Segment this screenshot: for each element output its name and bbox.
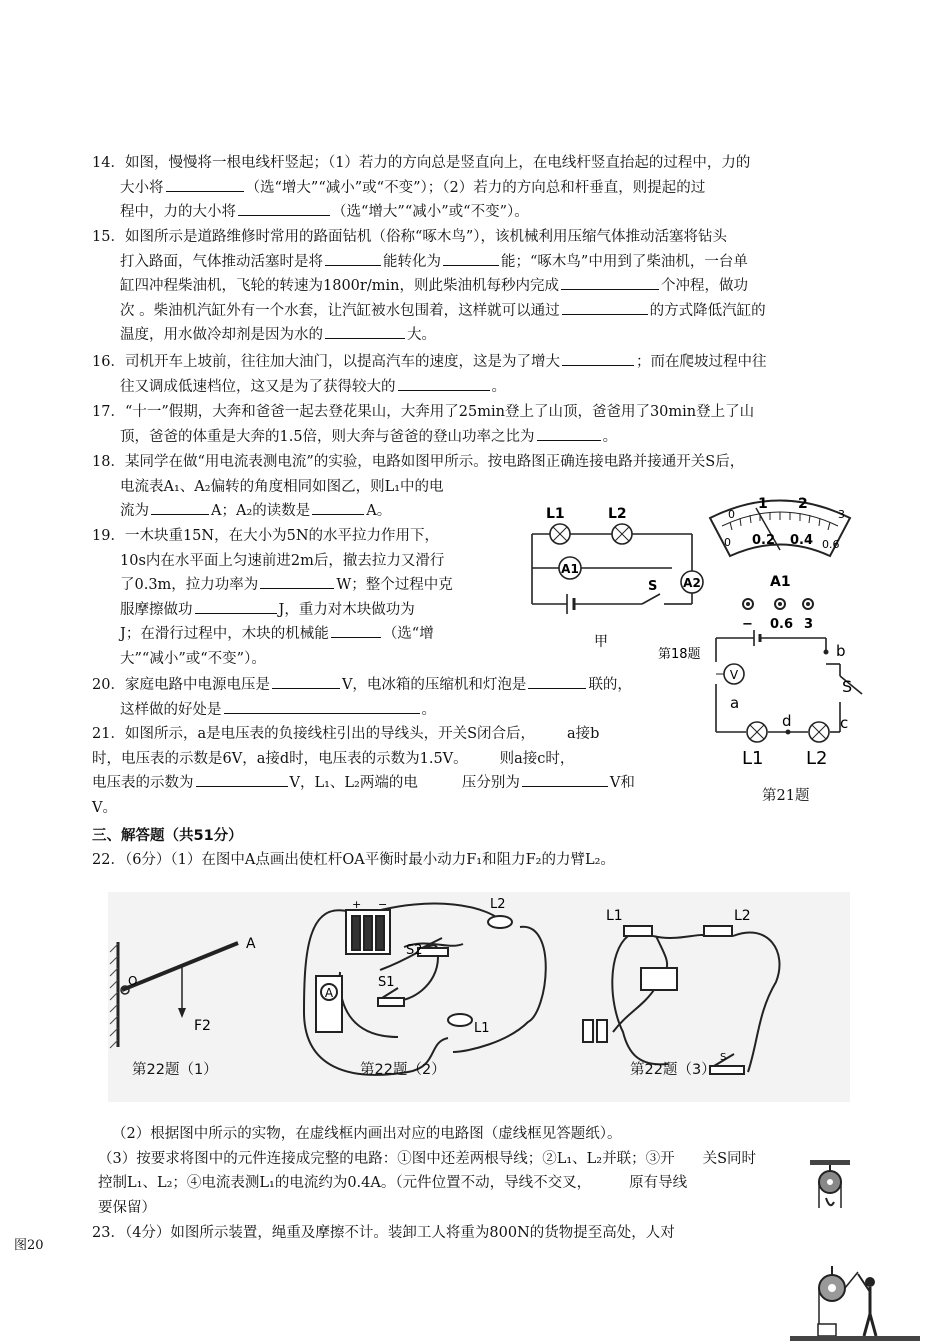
q18-line2: 电流表A₁、A₂偏转的角度相同如图乙，则L₁中的电 xyxy=(120,478,444,495)
fig3-s-label: S xyxy=(720,1052,727,1063)
switch-s1-label: S1 xyxy=(378,975,395,990)
q22-text: 关S同时 xyxy=(702,1150,757,1167)
question-21 xyxy=(92,722,712,820)
answer-blank[interactable] xyxy=(312,499,364,515)
question-20 xyxy=(92,673,712,722)
question-22-line1 xyxy=(92,848,862,873)
question-16 xyxy=(92,350,862,399)
fig-caption-3: 第22题（3） xyxy=(630,1062,716,1078)
answer-blank[interactable] xyxy=(272,673,340,689)
question-22-parts xyxy=(92,1122,862,1220)
q18-text: A。 xyxy=(366,503,392,519)
q20-text: V，电冰箱的压缩机和灯泡是 xyxy=(341,677,527,693)
answer-blank[interactable] xyxy=(151,499,209,515)
fig21-caption: 第21题 xyxy=(762,788,810,804)
circuit-figure-3 xyxy=(583,926,779,1074)
meter-top-3: 3 xyxy=(838,508,845,521)
q14-text: 程中，力的大小将 xyxy=(120,204,236,220)
lamp-l1 xyxy=(550,524,570,544)
q15-text: 的方式降低汽缸的 xyxy=(649,302,766,319)
ammeter-dial xyxy=(700,488,860,618)
q14-text: 大小将 xyxy=(120,179,164,196)
q16-text: 16．司机开车上坡前，往往加大油门，以提高汽车的速度，这是为了增大 xyxy=(92,354,560,370)
answer-blank[interactable] xyxy=(325,323,405,339)
q15-text: 能转化为 xyxy=(383,253,441,270)
meter-top-0: 0 xyxy=(728,508,735,521)
minus-label: − xyxy=(378,898,388,911)
fig18-caption: 第18题 xyxy=(658,647,701,662)
meter-bottom-0: 0 xyxy=(724,536,731,549)
q21-text: 则a接c时， xyxy=(499,750,575,767)
force-f2-label: F2 xyxy=(194,1018,211,1034)
fig21-lamp-l2 xyxy=(809,722,829,742)
q21-text: 21．如图所示，a是电压表的负接线柱引出的导线头，开关S闭合后， xyxy=(92,726,536,742)
q14-text: （选“增大”“减小”或“不变”）；（2）若力的方向总和杆垂直，则提起的过 xyxy=(245,179,706,196)
fig3-l1-label: L1 xyxy=(606,908,623,924)
fig18-l1-label: L1 xyxy=(546,506,565,522)
q18-text: A；A₂的读数是 xyxy=(211,503,311,519)
q19-text: W；整个过程中克 xyxy=(336,577,453,593)
pivot-o-label: O xyxy=(128,974,138,988)
q22-text: 原有导线 xyxy=(629,1175,688,1191)
meter-a1-label: A1 xyxy=(770,574,791,590)
q22-figures xyxy=(108,892,850,1102)
q15-text: 缸四冲程柴油机，飞轮的转速为1800r/min，则此柴油机每秒内完成 xyxy=(120,278,559,294)
q20-text: 联的， xyxy=(588,677,632,693)
lamp-l2-label: L2 xyxy=(490,897,506,912)
q20-text: 这样做的好处是 xyxy=(120,701,222,718)
fig21-circuit xyxy=(650,612,870,782)
q17-text: 顶，爸爸的体重是大奔的1.5倍，则大奔与爸爸的登山功率之比为 xyxy=(120,428,535,445)
fig21-v-label: V xyxy=(729,668,739,682)
q15-line1: 15．如图所示是道路维修时常用的路面钻机（俗称“啄木鸟”），该机械利用压缩气体推动活塞将钻头 xyxy=(92,229,728,245)
answer-blank[interactable] xyxy=(537,425,601,441)
fig21-l1-label: L1 xyxy=(742,748,764,769)
q15-text: 打入路面，气体推动活塞时是将 xyxy=(120,253,323,270)
q22-text: 控制L₁、L₂；④电流表测L₁的电流约为0.4A。（元件位置不动，导线不交叉， xyxy=(98,1175,592,1191)
q23-line1: 23．（4分）如图所示装置，绳重及摩擦不计。装卸工人将重为800N的货物提至高处，人对 xyxy=(92,1225,675,1241)
meter-bottom-3: 0.6 xyxy=(822,538,840,551)
fig-caption-2: 第22题（2） xyxy=(360,1062,446,1078)
q14-text: （选“增大”“减小”或“不变”）。 xyxy=(332,204,529,220)
q18-line1: 18．某同学在做“用电流表测电流”的实验，电路如图甲所示。按电路图正确连接电路并接通开关S后， xyxy=(92,454,745,470)
question-19 xyxy=(92,524,522,671)
fig3-l2-label: L2 xyxy=(734,908,751,924)
fig18-a2-label: A2 xyxy=(683,576,701,590)
lamp-l1-label: L1 xyxy=(474,1021,490,1036)
q21-text: V，L₁、L₂两端的电 xyxy=(289,775,418,791)
q22-part2: （2）根据图中所示的实物，在虚线框内画出对应的电路图（虚线框见答题纸）。 xyxy=(112,1126,622,1142)
question-15 xyxy=(92,225,862,348)
answer-blank[interactable] xyxy=(562,350,634,366)
q22-figure-panel xyxy=(108,892,850,1102)
meter-top-2: 2 xyxy=(798,496,808,512)
q22-text: （3）按要求将图中的元件连接成完整的电路：①图中还差两根导线；②L₁、L₂并联；③开 xyxy=(98,1150,675,1167)
fig21-s-label: S xyxy=(842,677,853,696)
meter-bottom-1: 0.2 xyxy=(752,533,776,548)
fig21-b-label: b xyxy=(836,642,846,660)
q19-line2: 10s内在水平面上匀速前进2m后，撤去拉力又滑行 xyxy=(120,552,445,569)
fig21-d-label: d xyxy=(782,712,792,730)
answer-blank[interactable] xyxy=(331,622,381,638)
switch-s2-label: S2 xyxy=(406,943,423,958)
q17-text: 。 xyxy=(602,428,618,445)
answer-blank[interactable] xyxy=(196,771,288,787)
q21-text: a接b xyxy=(567,726,600,742)
fig18-a1-label: A1 xyxy=(561,562,579,576)
question-17 xyxy=(92,400,862,449)
q18-text: 流为 xyxy=(120,503,149,519)
fig21-l2-label: L2 xyxy=(806,748,828,769)
q15-text: 大。 xyxy=(407,327,436,343)
q20-text: 20．家庭电路中电源电压是 xyxy=(92,677,270,693)
fig20-label: 图20 xyxy=(14,1238,44,1253)
terminal-minus: − xyxy=(742,617,753,632)
terminal-3: 3 xyxy=(804,617,814,632)
q16-text: 往又调成低速档位，这又是为了获得较大的 xyxy=(120,378,396,395)
q21-line4: V。 xyxy=(92,799,117,816)
q20-text: 。 xyxy=(421,701,436,718)
q15-text: 温度，用水做冷却剂是因为水的 xyxy=(120,327,323,343)
answer-blank[interactable] xyxy=(238,200,330,216)
meter-top-1: 1 xyxy=(758,496,768,512)
answer-blank[interactable] xyxy=(562,299,648,315)
question-14 xyxy=(92,151,862,225)
fig21-lamp-l1 xyxy=(747,722,767,742)
q14-line1: 14．如图，慢慢将一根电线杆竖起；（1）若力的方向总是竖直向上，在电线杆竖直抬起的过程中，力的 xyxy=(92,155,751,171)
q16-text: ；而在爬坡过程中往 xyxy=(635,354,767,370)
q19-text: J；在滑行过程中，木块的机械能 xyxy=(120,626,329,642)
q19-text: 了0.3m，拉力功率为 xyxy=(120,577,259,593)
fig-caption-1: 第22题（1） xyxy=(132,1062,218,1078)
worker-pulley-icon xyxy=(790,1262,920,1344)
q15-text: 个冲程，做功 xyxy=(660,278,748,294)
fig18-s-label: S xyxy=(648,579,658,594)
fig18-jia-label: 甲 xyxy=(594,634,608,650)
lever-figure xyxy=(110,936,256,1048)
terminal-06: 0.6 xyxy=(770,617,794,632)
q16-text: 。 xyxy=(491,378,506,395)
q17-line1: 17．“十一”假期，大奔和爸爸一起去登花果山，大奔用了25min登上了山顶，爸爸用了30min登上了山 xyxy=(92,404,755,420)
answer-blank[interactable] xyxy=(561,274,659,290)
point-a-label: A xyxy=(246,936,256,952)
answer-blank[interactable] xyxy=(325,250,381,266)
q21-text: 电压表的示数为 xyxy=(92,775,194,791)
ammeter-a-label: A xyxy=(324,986,334,1000)
answer-blank[interactable] xyxy=(528,673,586,689)
question-23 xyxy=(92,1221,862,1246)
answer-blank[interactable] xyxy=(443,250,499,266)
answer-blank[interactable] xyxy=(166,176,244,192)
q21-text: V和 xyxy=(609,775,635,791)
q21-text: 压分别为 xyxy=(461,775,520,791)
q19-text: 服摩擦做功 xyxy=(120,601,193,618)
answer-blank[interactable] xyxy=(224,698,420,714)
fig18-l2-label: L2 xyxy=(608,506,627,522)
answer-blank[interactable] xyxy=(260,573,334,589)
fig21-c-label: c xyxy=(840,714,849,732)
q19-line1: 19．一木块重15N，在大小为5N的水平拉力作用下， xyxy=(92,528,439,544)
plus-label: + xyxy=(352,898,362,911)
fig21-a-label: a xyxy=(730,694,740,712)
q22-text: 22．（6分）（1）在图中A点画出使杠杆OA平衡时最小动力F₁和阻力F₂的力臂L₂。 xyxy=(92,852,615,868)
section-heading: 三、解答题（共51分） xyxy=(92,828,243,844)
answer-blank[interactable] xyxy=(522,771,608,787)
answer-blank[interactable] xyxy=(195,598,277,614)
q15-text: 能；“啄木鸟”中用到了柴油机，一台单 xyxy=(501,253,748,270)
q21-text: 时，电压表的示数是6V，a接d时，电压表的示数为1.5V。 xyxy=(92,750,468,767)
q19-text: J，重力对木块做功为 xyxy=(278,601,415,618)
q19-line6: 大”“减小”或“不变”）。 xyxy=(120,650,266,667)
lamp-l2 xyxy=(612,524,632,544)
meter-bottom-2: 0.4 xyxy=(790,533,814,548)
q22-text: 要保留） xyxy=(98,1199,156,1216)
pulley-icon xyxy=(800,1158,860,1228)
q15-text: 次 。柴油机汽缸外有一个水套，让汽缸被水包围着，这样就可以通过 xyxy=(120,302,560,319)
real-circuit-figure xyxy=(304,904,546,1075)
answer-blank[interactable] xyxy=(398,375,490,391)
q19-text: （选“增 xyxy=(382,626,434,642)
